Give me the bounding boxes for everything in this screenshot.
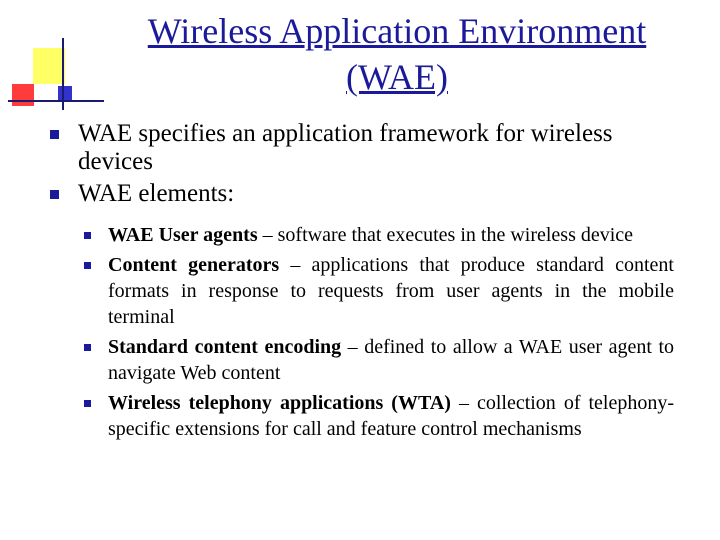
slide-title bbox=[96, 8, 698, 100]
square-bullet-icon bbox=[50, 190, 59, 199]
yellow-square bbox=[33, 48, 65, 84]
square-bullet-icon bbox=[84, 232, 91, 239]
bullet-description: – applications that produce standard content formats in response to requests from user agents in the mobile terminal bbox=[108, 254, 674, 328]
bullet-term: Wireless telephony applications (WTA) bbox=[108, 392, 451, 414]
square-bullet-icon bbox=[84, 344, 91, 351]
slide-logo-decoration bbox=[0, 0, 110, 130]
bullet-term: Standard content encoding bbox=[108, 336, 342, 358]
list-item bbox=[50, 120, 690, 176]
red-square bbox=[12, 84, 34, 106]
bullet-description: – software that executes in the wireless device bbox=[257, 224, 634, 246]
square-bullet-icon bbox=[50, 130, 59, 139]
blue-square bbox=[58, 86, 72, 100]
bullet-text: WAE elements: bbox=[78, 180, 235, 207]
slide-title-line1: Wireless Application Environment bbox=[147, 11, 647, 51]
bullet-text: WAE specifies an application framework for wireless devices bbox=[78, 120, 613, 175]
bullet-term: WAE User agents bbox=[108, 224, 258, 246]
list-item bbox=[84, 252, 674, 330]
sub-bullet-list bbox=[84, 222, 674, 446]
bullet-description: – collection of telephony-specific extensions for call and feature control mechanisms bbox=[108, 392, 675, 440]
list-item bbox=[84, 334, 674, 386]
bullet-term: Content generators bbox=[108, 254, 280, 276]
list-item bbox=[84, 222, 674, 248]
list-item bbox=[84, 390, 674, 442]
list-item bbox=[50, 180, 690, 208]
square-bullet-icon bbox=[84, 262, 91, 269]
slide-title-line2: (WAE) bbox=[346, 57, 448, 97]
square-bullet-icon bbox=[84, 400, 91, 407]
bullet-description: – defined to allow a WAE user agent to navigate Web content bbox=[108, 336, 675, 384]
main-bullet-list bbox=[50, 120, 690, 212]
horizontal-line bbox=[8, 100, 104, 102]
